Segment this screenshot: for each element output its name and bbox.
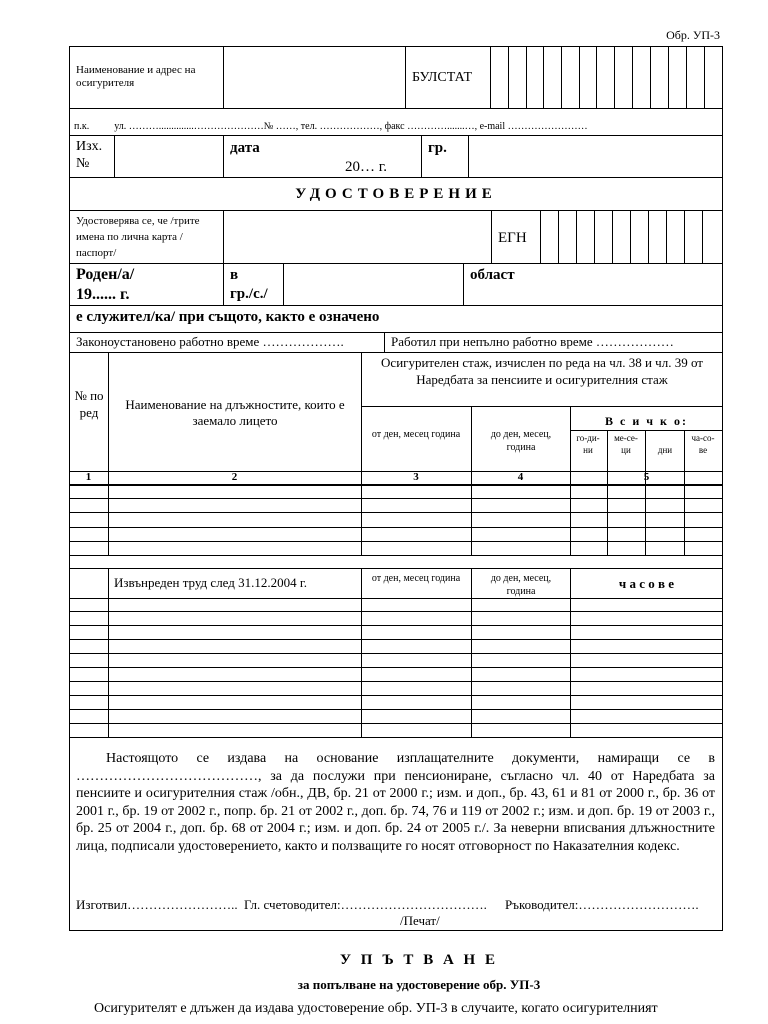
- divider: [570, 430, 723, 431]
- col-num-2: 2: [231, 471, 238, 483]
- col-num-1: 1: [85, 471, 92, 483]
- instructions-heading: У П Ъ Т В А Н Е: [340, 952, 498, 968]
- divider: [361, 352, 362, 555]
- col-num-5: 5: [643, 471, 650, 483]
- divider: [69, 305, 723, 306]
- divider: [69, 210, 723, 211]
- col-num-4: 4: [517, 471, 524, 483]
- born-label: Роден/а/: [76, 266, 135, 283]
- col-num-3: 3: [413, 471, 419, 483]
- divider: [405, 46, 406, 108]
- region-label: област: [470, 267, 515, 283]
- divider: [491, 210, 492, 263]
- divider: [607, 430, 608, 555]
- divider: [69, 177, 723, 178]
- divider: [468, 135, 469, 177]
- out-no-label: Изх. №: [76, 139, 103, 171]
- date-year: 20… г.: [345, 159, 387, 175]
- divider: [114, 135, 115, 177]
- col-months-header: ме-се-ци: [614, 433, 638, 455]
- divider: [69, 263, 723, 264]
- contacts-line: п.к. ул. ………..............…………………№ ……, тел. ………………, факс ………….......…, e-mail ……………………: [74, 121, 588, 132]
- prepared-by-line[interactable]: Изготвил……………………..: [76, 897, 238, 912]
- city-label: гр.: [428, 140, 447, 156]
- overtime-to-header: до ден, месец, година: [490, 573, 552, 597]
- statutory-work-time: Законоустановено работно време ……………….: [76, 334, 344, 349]
- divider: [69, 484, 723, 486]
- chief-accountant-line[interactable]: Гл. счетоводител:…………………………….: [244, 897, 487, 912]
- col-to-header: до ден, месец, година: [490, 429, 552, 453]
- document-title: УДОСТОВЕРЕНИЕ: [295, 186, 497, 202]
- divider: [645, 430, 646, 555]
- divider: [69, 352, 723, 353]
- employee-statement: е служител/ка/ при същото, както е означено: [76, 309, 380, 325]
- divider: [223, 135, 224, 177]
- col-days-header: дни: [657, 445, 673, 455]
- divider: [361, 406, 723, 407]
- col-years-header: го-ди-ни: [576, 433, 600, 455]
- overtime-hours-header: ч а с о в е: [618, 576, 675, 591]
- legal-paragraph: Настоящото се издава на основание изплащателните документи, намиращи се в …………………………………, за да послужи при пенсиониране, съгласно чл. 40 от Наредбата за пенсиите и осигурителния стаж /обн., ДВ, бр. 21 от 2000 г.; изм. и доп., бр. 43, 61 и 81 от 2000 г., бр. 36 от 2001 г., бр. 19 от 2002 г., попр. бр. 21 от 2002 г., доп. бр. 74, 76 и 119 от 2002 г.; изм. и доп. бр. 19 от 2003 г., бр. 25 от 2004 г., доп. бр. 68 от 2004 г.; изм. и доп. бр. 24 от 2005 г./. За неверни вписвания длъжностните лица, подписали удостоверението, както и ползващите го носят отговорност по Наказателния кодекс.: [76, 751, 715, 854]
- instructions-text: Осигурителят е длъжен да издава удостоверение обр. УП-3 в случаите, когато осигурителният: [94, 1001, 658, 1016]
- divider: [69, 108, 723, 109]
- divider: [223, 263, 224, 305]
- col-total-header: В с и ч к о:: [605, 414, 688, 428]
- divider: [684, 430, 685, 555]
- divider: [69, 568, 723, 569]
- col-hours-header: ча-со-ве: [691, 433, 715, 455]
- born-year: 19...... г.: [76, 286, 130, 303]
- manager-line[interactable]: Ръководител:……………………….: [505, 897, 699, 912]
- divider: [283, 263, 284, 305]
- form-code: Обр. УП-3: [666, 28, 720, 42]
- divider: [69, 598, 723, 599]
- divider: [108, 352, 109, 555]
- part-time-work: Работил при непълно работно време ………………: [391, 334, 674, 349]
- instructions-subheading: за попълване на удостоверение обр. УП-3: [297, 977, 541, 992]
- in-label: в: [230, 267, 239, 283]
- overtime-from-header: от ден, месец година: [371, 573, 461, 584]
- divider: [421, 135, 422, 177]
- divider: [223, 210, 224, 263]
- employer-name-label: Наименование и адрес на осигурителя: [76, 64, 196, 89]
- date-label: дата: [230, 140, 260, 156]
- egn-label: ЕГН: [498, 230, 527, 246]
- divider: [463, 263, 464, 305]
- divider: [69, 737, 723, 738]
- col-no-header: № по ред: [74, 388, 104, 420]
- divider: [69, 135, 723, 136]
- overtime-label: Извънреден труд след 31.12.2004 г.: [114, 575, 308, 590]
- divider: [223, 46, 224, 108]
- divider: [384, 332, 385, 352]
- col-from-header: от ден, месец година: [371, 429, 461, 440]
- divider: [69, 332, 723, 333]
- stamp-label: /Печат/: [400, 913, 440, 928]
- city-village-label: гр./с./: [230, 286, 268, 302]
- col-seniority-header: Осигурителен стаж, изчислен по реда на чл. 38 и чл. 39 от Наредбата за пенсиите и осигурителния стаж: [381, 355, 703, 387]
- bulstat-label: БУЛСТАТ: [412, 70, 472, 85]
- certifies-label: Удостоверява се, че /трите имена по лична карта /паспорт/: [76, 215, 200, 259]
- col-position-header: Наименование на длъжностите, които е заемало лицето: [125, 397, 345, 428]
